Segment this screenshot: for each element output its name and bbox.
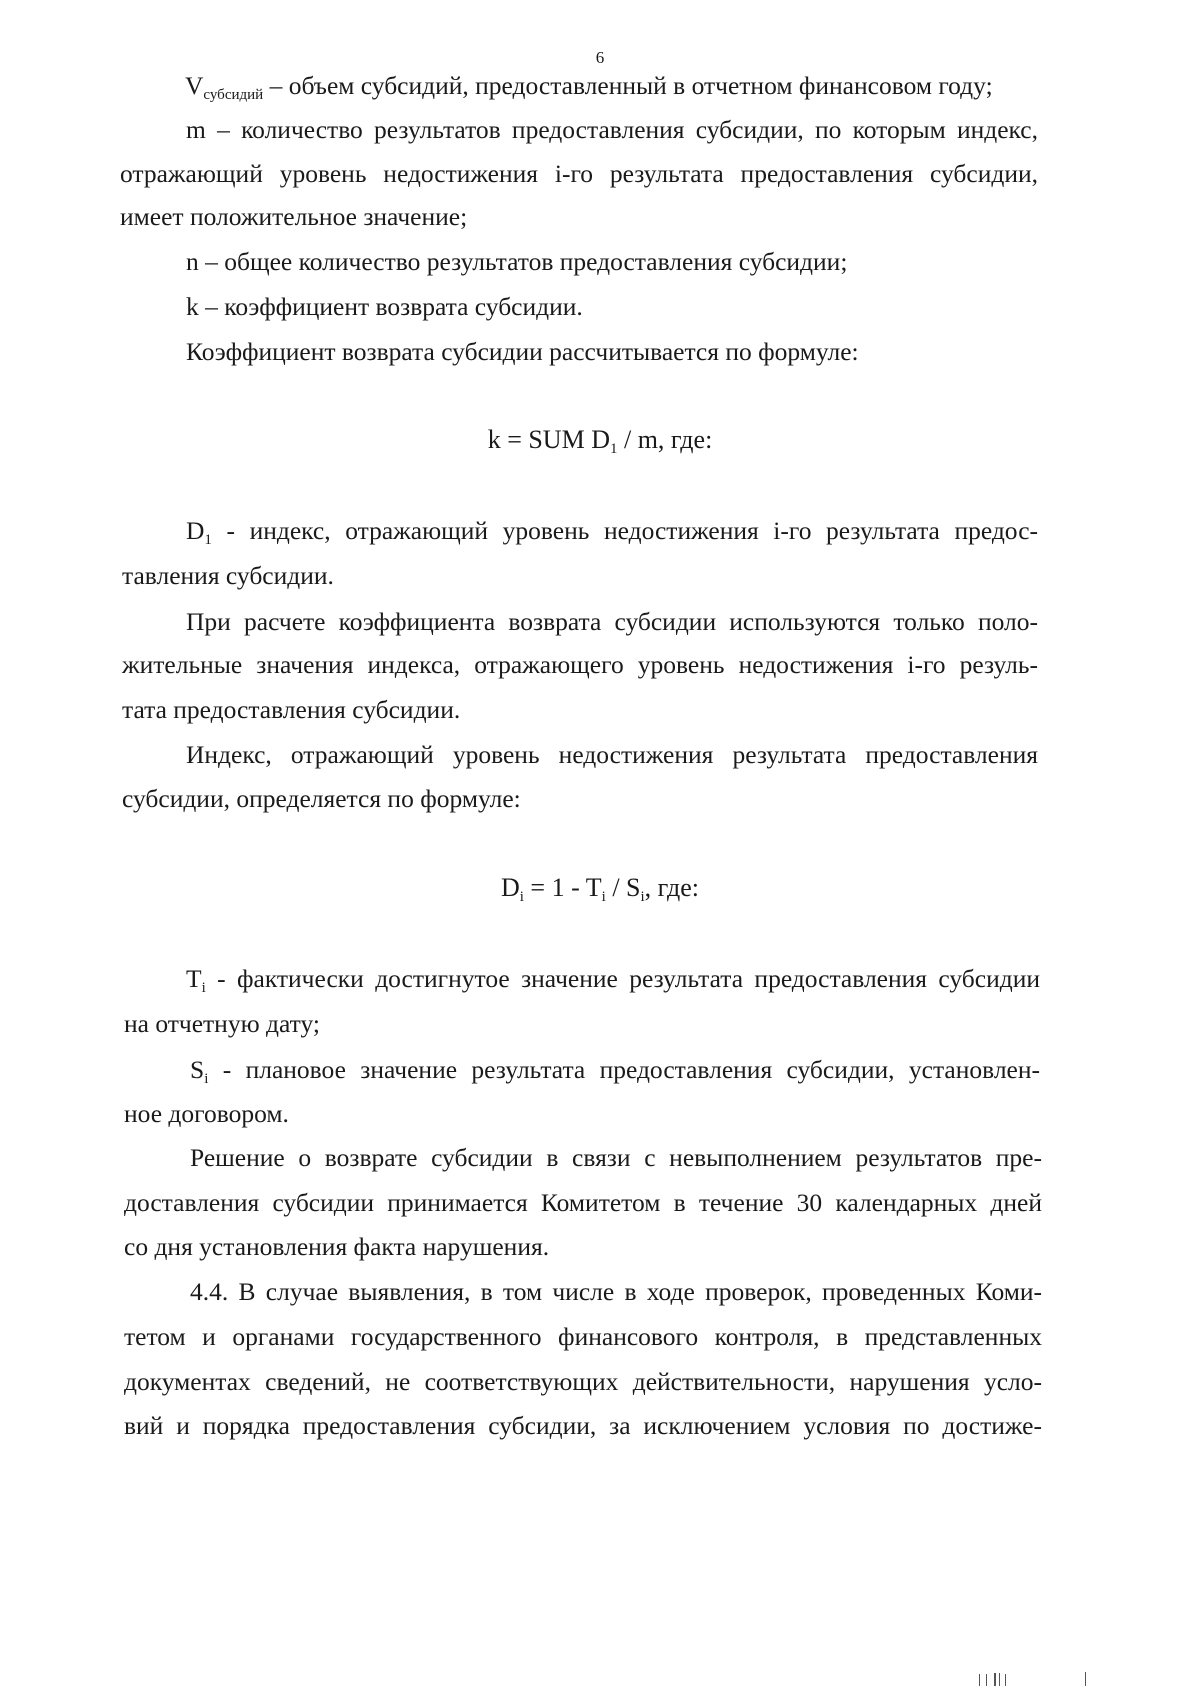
formula-intro-k: Коэффициент возврата субсидии рассчитывается по формуле: <box>186 337 859 366</box>
paragraph-positive-values-continued: жительные значения индекса, отражающего уровень недостижения i-го резуль- <box>122 650 1038 679</box>
paragraph-4-4-line-4: вий и порядка предоставления субсидии, за исключением условия по достиже- <box>124 1411 1042 1440</box>
paragraph-positive-values-end: тата предоставления субсидии. <box>122 695 461 724</box>
paragraph-return-decision-continued: доставления субсидии принимается Комитетом в течение 30 календарных дней <box>124 1188 1042 1217</box>
definition-m: m – количество результатов предоставления субсидии, по которым индекс, <box>186 115 1038 144</box>
paragraph-4-4-line-3: документах сведений, не соответствующих действительности, нарушения усло- <box>124 1367 1042 1396</box>
formula-intro-d-end: субсидии, определяется по формуле: <box>122 784 521 813</box>
definition-d1: $D_1$ - индекс, отражающий уровень недостижения i-го результата предос- <box>186 516 1038 548</box>
definition-ti-end: на отчетную дату; <box>124 1009 320 1038</box>
definition-si: $S_i$ - плановое значение результата предоставления субсидии, установлен- <box>190 1055 1040 1087</box>
paragraph-return-decision: Решение о возврате субсидии в связи с невыполнением результатов пре- <box>190 1143 1042 1172</box>
formula-di: $D_i = 1 - T_i / S_i$, где: <box>500 873 700 905</box>
paragraph-positive-values: При расчете коэффициента возврата субсидии используются только поло- <box>186 607 1038 636</box>
definition-si-end: ное договором. <box>124 1099 289 1128</box>
formula-k: k = SUM $D_1$ / m, где: <box>487 425 713 457</box>
paragraph-4-4: 4.4. В случае выявления, в том числе в ходе проверок, проведенных Коми- <box>190 1277 1042 1306</box>
definition-k: k – коэффициент возврата субсидии. <box>186 292 583 321</box>
definition-m-end: имеет положительное значение; <box>120 202 468 231</box>
definition-d1-end: тавления субсидии. <box>122 561 334 590</box>
definition-v-subsidies: $V_{субсидий}$ – объем субсидий, предоставленный в отчетном финансовом году; <box>185 71 993 103</box>
definition-n: n – общее количество результатов предоставления субсидии; <box>186 247 848 276</box>
definition-m-continued: отражающий уровень недостижения i-го результата предоставления субсидии, <box>120 159 1038 188</box>
page-number: 6 <box>595 48 605 67</box>
formula-intro-d: Индекс, отражающий уровень недостижения результата предоставления <box>186 740 1038 769</box>
definition-ti: $T_i$ - фактически достигнутое значение результата предоставления субсидии <box>186 964 1040 996</box>
paragraph-return-decision-end: со дня установления факта нарушения. <box>124 1232 550 1261</box>
paragraph-4-4-line-2: тетом и органами государственного финансового контроля, в представленных <box>124 1322 1042 1351</box>
